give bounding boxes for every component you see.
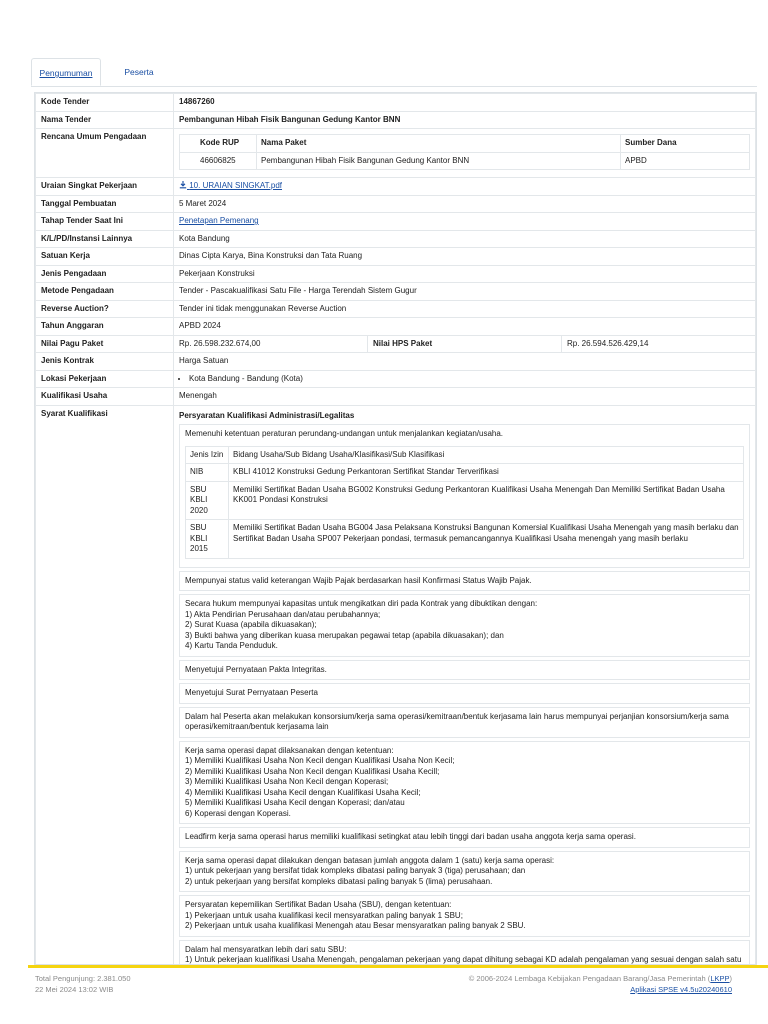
syarat-item [179,741,750,825]
label-kualifikasi: Kualifikasi Usaha [36,388,174,406]
row-kualifikasi [36,388,756,406]
syarat-line: 4) Kartu Tanda Penduduk. [185,641,278,650]
label-satker: Satuan Kerja [36,248,174,266]
value-pagu: Rp. 26.598.232.674,00 [174,335,368,353]
row-tahun [36,318,756,336]
footer-stats [35,973,131,995]
row-tahap [36,213,756,231]
syarat-line: 2) Surat Kuasa (apabila dikuasakan); [185,620,317,629]
row-tanggal [36,195,756,213]
label-rup: Rencana Umum Pengadaan [36,129,174,178]
label-syarat: Syarat Kualifikasi [36,405,174,965]
value-tahun: APBD 2024 [174,318,756,336]
izin-bidang: KBLI 41012 Konstruksi Gedung Perkantoran Sertifikat Standar Terverifikasi [229,464,744,482]
row-satker [36,248,756,266]
footer-accent-bar [28,965,768,968]
tahap-link[interactable]: Penetapan Pemenang [179,216,259,225]
value-metode: Tender - Pascakualifikasi Satu File - Harga Terendah Sistem Gugur [174,283,756,301]
syarat-intro: Secara hukum mempunyai kapasitas untuk mengikatkan diri pada Kontrak yang dibuktikan dengan: [185,599,538,608]
rup-header-kode: Kode RUP [180,135,257,153]
izin-table [185,446,744,559]
syarat-item [179,424,750,568]
syarat-line: 4) Memiliki Kualifikasi Usaha Kecil dengan Kualifikasi Usaha Kecil; [185,787,421,797]
value-nama-tender: Pembangunan Hibah Fisik Bangunan Gedung Kantor BNN [174,111,756,129]
value-klpd: Kota Bandung [174,230,756,248]
label-kontrak: Jenis Kontrak [36,353,174,371]
syarat-line: 1) Untuk pekerjaan kualifikasi Usaha Menengah, pengalaman pekerjaan yang dapat dihitung sebagai KD adalah pengalaman yang sesuai dengan salah satu [185,955,742,964]
download-icon [179,181,187,189]
tab-bar [31,58,757,87]
value-hps: Rp. 26.594.526.429,14 [562,335,756,353]
tab-pengumuman[interactable]: Pengumuman [31,58,101,86]
label-kode-tender: Kode Tender [36,94,174,112]
izin-header-bidang: Bidang Usaha/Sub Bidang Usaha/Klasifikasi/Sub Klasifikasi [229,446,744,464]
row-jenis [36,265,756,283]
copyright-text: © 2006-2024 Lembaga Kebijakan Pengadaan Barang/Jasa Pemerintah ( [468,974,711,983]
syarat-line: 3) Bukti bahwa yang diberikan kuasa merupakan pegawai tetap (apabila dikuasakan); dan [185,630,504,640]
syarat-line: 1) Pekerjaan untuk usaha kualifikasi kecil mensyaratkan paling banyak 1 SBU; [185,910,463,920]
row-metode [36,283,756,301]
izin-header-jenis: Jenis Izin [186,446,229,464]
syarat-line: 2) Memiliki Kualifikasi Usaha Non Kecil dengan Kualifikasi Usaha Kecill; [185,766,440,776]
value-reverse: Tender ini tidak menggunakan Reverse Auction [174,300,756,318]
syarat-item [179,895,750,937]
rup-cell [174,129,756,178]
value-tahap [174,213,756,231]
uraian-download-link[interactable] [179,181,282,190]
rup-table [179,134,750,170]
rup-header-sumber: Sumber Dana [621,135,750,153]
value-tanggal: 5 Maret 2024 [174,195,756,213]
label-lokasi: Lokasi Pekerjaan [36,370,174,388]
syarat-item: Menyetujui Pernyataan Pakta Integritas. [179,660,750,681]
value-lokasi [174,370,756,388]
label-jenis: Jenis Pengadaan [36,265,174,283]
izin-bidang: Memiliki Sertifikat Badan Usaha BG004 Jasa Pelaksana Konstruksi Bangunan Komersial Kualifikasi Usaha Menengah yang masih berlaku dan Sertifikat Badan Usaha SP007 Pekerjaan pondasi, termasuk pemancangannya Kualifikasi Usaha menengah yang masih berlaku [229,520,744,559]
label-nama-tender: Nama Tender [36,111,174,129]
label-metode: Metode Pengadaan [36,283,174,301]
label-hps: Nilai HPS Paket [368,335,562,353]
value-kode-tender: 14867260 [174,94,756,112]
syarat-line: 1) untuk pekerjaan yang bersifat tidak kompleks dibatasi paling banyak 3 (tiga) perusahaan; dan [185,866,526,875]
label-uraian: Uraian Singkat Pekerjaan [36,178,174,196]
rup-header-nama: Nama Paket [257,135,621,153]
syarat-line: 1) Memiliki Kualifikasi Usaha Non Kecil dengan Kualifikasi Usaha Non Kecil; [185,756,455,765]
izin-jenis: SBU KBLI 2020 [186,481,229,520]
label-reverse: Reverse Auction? [36,300,174,318]
value-uraian [174,178,756,196]
syarat-intro: Kerja sama operasi dapat dilakukan dengan batasan jumlah anggota dalam 1 (satu) kerja sama operasi: [185,855,555,865]
lkpp-link[interactable]: LKPP [710,974,730,983]
label-tahap: Tahap Tender Saat Ini [36,213,174,231]
syarat-line: 2) Pekerjaan untuk usaha kualifikasi Menengah atau Besar mensyaratkan paling banyak 2 SBU. [185,921,526,930]
rup-kode: 46606825 [180,152,257,170]
footer-credits [469,973,732,995]
syarat-line: 3) Memiliki Kualifikasi Usaha Non Kecil dengan Koperasi; [185,777,389,786]
izin-bidang: Memiliki Sertifikat Badan Usaha BG002 Konstruksi Gedung Perkantoran Kualifikasi Usaha Menengah Dan Memiliki Sertifikat Badan Usaha KK001 Pondasi Konstruksi [229,481,744,520]
izin-jenis: SBU KBLI 2015 [186,520,229,559]
footer-datetime: 22 Mei 2024 13:02 WIB [35,985,114,994]
syarat-line: 2) untuk pekerjaan yang bersifat kompleks dibatasi paling banyak 5 (lima) perusahaan. [185,876,493,886]
syarat-intro: Persyaratan kepemilikan Sertifikat Badan Usaha (SBU), dengan ketentuan: [185,900,452,909]
syarat-item: Dalam hal Peserta akan melakukan konsorsium/kerja sama operasi/kemitraan/bentuk kerjasama lain harus mempunyai perjanjian konsorsium/kerja sama operasi/kemitraan/bentuk kerjasama lain [179,707,750,738]
syarat-intro: Dalam hal mensyaratkan lebih dari satu SBU: [185,944,347,954]
copyright [469,973,732,984]
izin-jenis: NIB [186,464,229,482]
syarat-item [179,851,750,893]
syarat-item: Mempunyai status valid keterangan Wajib Pajak berdasarkan hasil Konfirmasi Status Wajib Pajak. [179,571,750,592]
syarat-line: 5) Memiliki Kualifikasi Usaha Kecil dengan Koperasi; dan/atau [185,798,405,807]
rup-nama: Pembangunan Hibah Fisik Bangunan Gedung Kantor BNN [257,152,621,170]
tender-info-table [35,93,756,965]
syarat-item: Leadfirm kerja sama operasi harus memiliki kualifikasi setingkat atau lebih tinggi dari badan usaha anggota kerja sama operasi. [179,827,750,848]
lokasi-list [179,374,750,385]
row-kode-tender [36,94,756,112]
syarat-line: 1) Akta Pendirian Perusahaan dan/atau perubahannya; [185,609,381,619]
row-uraian [36,178,756,196]
copyright-close: ) [729,974,732,983]
syarat-intro: Kerja sama operasi dapat dilaksanakan dengan ketentuan: [185,745,394,755]
row-kontrak [36,353,756,371]
lokasi-item: • Kota Bandung - Bandung (Kota) [189,374,750,385]
label-tahun: Tahun Anggaran [36,318,174,336]
syarat-cell [174,405,756,965]
syarat-item [179,594,750,657]
uraian-file-name: 10. URAIAN SINGKAT.pdf [189,181,283,190]
label-pagu: Nilai Pagu Paket [36,335,174,353]
row-syarat [36,405,756,965]
admin-section-title: Persyaratan Kualifikasi Administrasi/Legalitas [179,410,355,420]
row-rup [36,129,756,178]
footer [0,965,768,1024]
syarat-item: Menyetujui Surat Pernyataan Peserta [179,683,750,704]
tab-peserta[interactable]: Peserta [124,67,154,77]
row-reverse [36,300,756,318]
value-satker: Dinas Cipta Karya, Bina Konstruksi dan Tata Ruang [174,248,756,266]
row-nama-tender [36,111,756,129]
rup-sumber: APBD [621,152,750,170]
label-tanggal: Tanggal Pembuatan [36,195,174,213]
row-klpd [36,230,756,248]
value-jenis: Pekerjaan Konstruksi [174,265,756,283]
syarat-line: 6) Koperasi dengan Koperasi. [185,808,291,818]
syarat-item [179,940,750,966]
value-kontrak: Harga Satuan [174,353,756,371]
row-lokasi [36,370,756,388]
value-kualifikasi: Menengah [174,388,756,406]
visitor-count: Total Pengunjung: 2.381.050 [35,974,131,983]
tender-info-panel [34,92,757,965]
syarat-text: Memenuhi ketentuan peraturan perundang-undangan untuk menjalankan kegiatan/usaha. [185,429,504,438]
app-version-link[interactable]: Aplikasi SPSE v4.5u20240610 [630,985,732,994]
row-pagu-hps [36,335,756,353]
label-klpd: K/L/PD/Instansi Lainnya [36,230,174,248]
